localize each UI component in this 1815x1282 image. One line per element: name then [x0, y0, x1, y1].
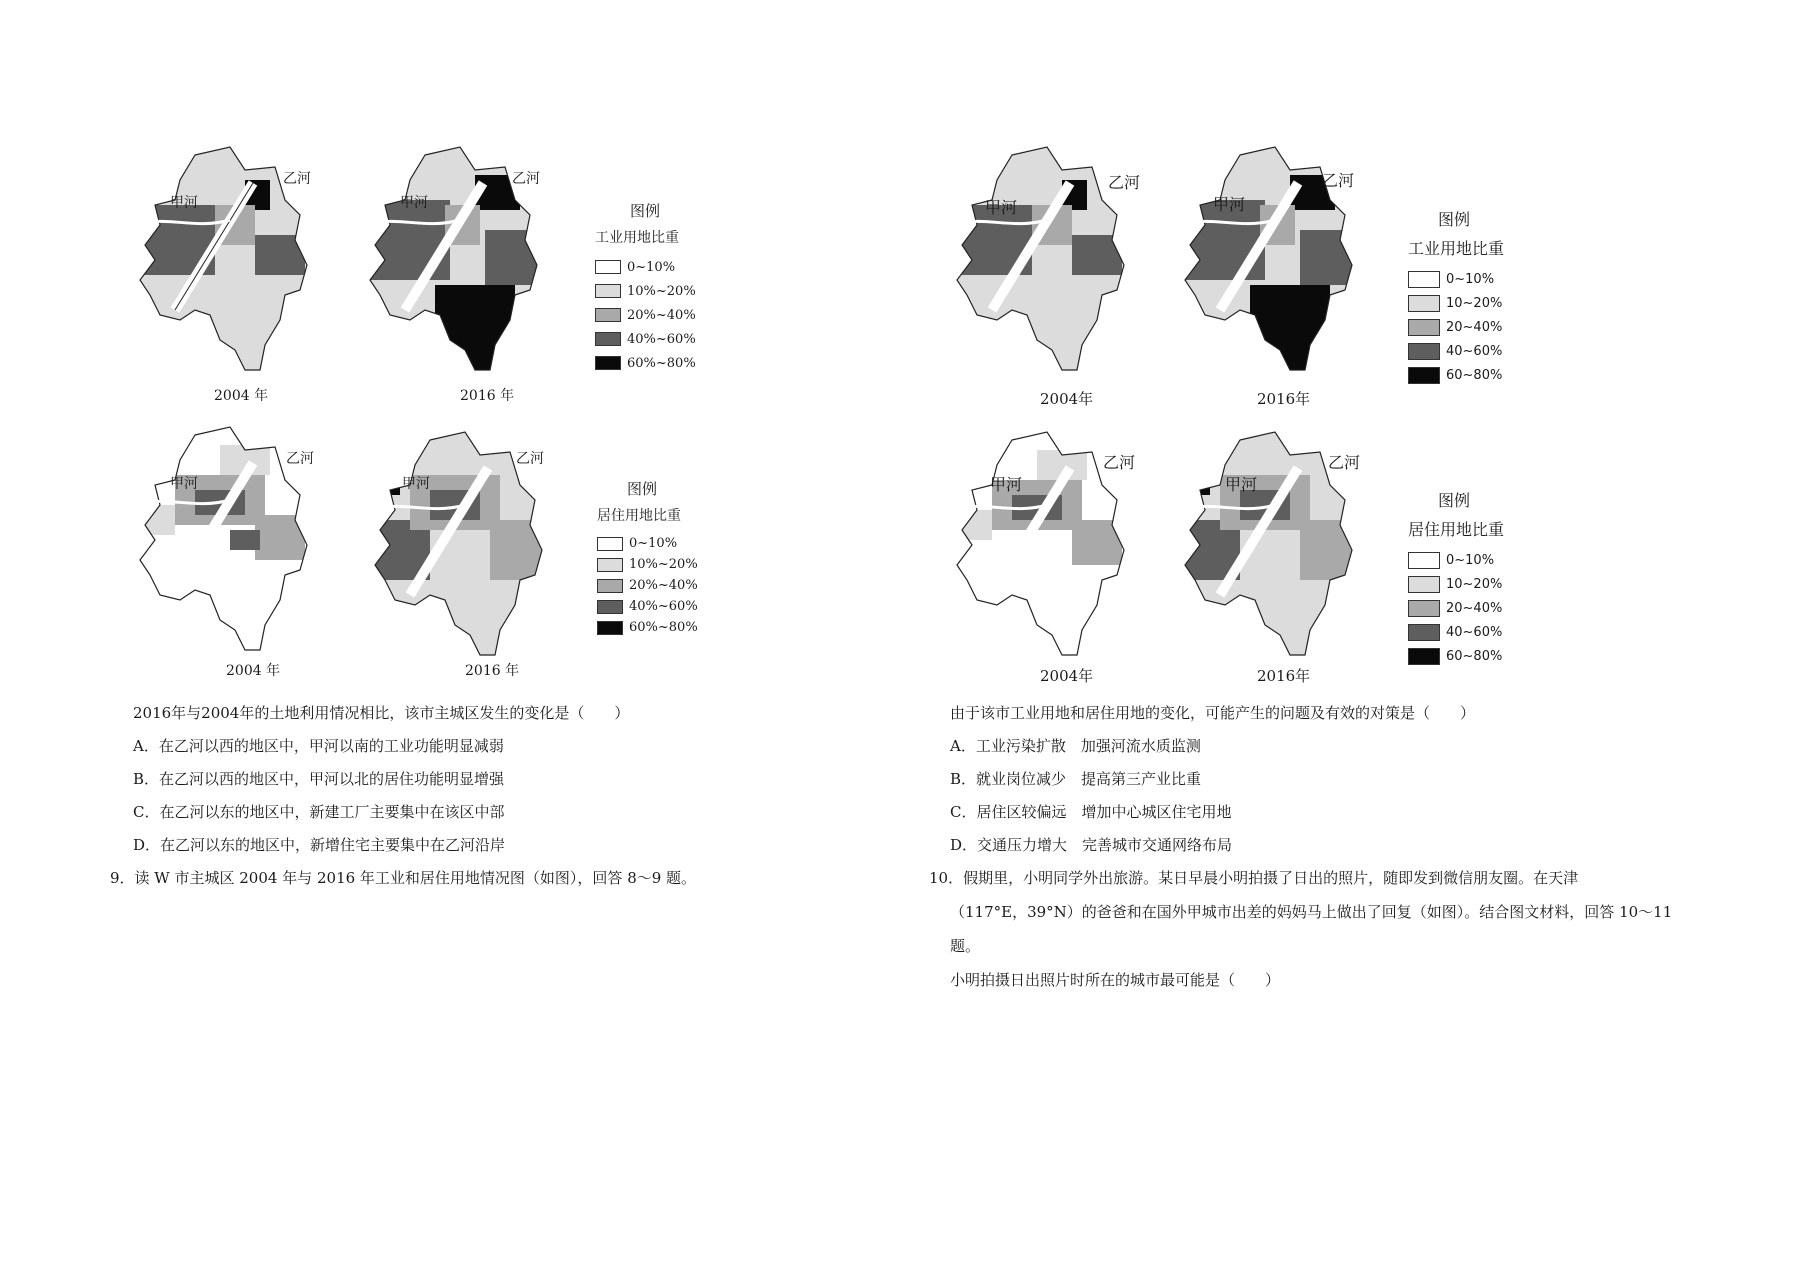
- legend-title: 图例: [1438, 210, 1471, 229]
- legend-item: 10~20%: [1408, 572, 1504, 596]
- option-c: C．居住区较偏远 增加中心城区住宅用地: [950, 803, 1232, 821]
- legend-item: 60%~80%: [595, 351, 696, 375]
- legend-item: 0~10%: [1408, 267, 1504, 291]
- question-10-sub: 小明拍摄日出照片时所在的城市最可能是（ ）: [950, 971, 1281, 989]
- river-label-jia: 甲河: [170, 195, 198, 211]
- legend-item: 20%~40%: [597, 575, 698, 596]
- river-label-yi: 乙河: [1103, 453, 1136, 472]
- question-stem: 由于该市工业用地和居住用地的变化，可能产生的问题及有效的对策是（ ）: [950, 704, 1476, 722]
- legend-item: 60%~80%: [597, 617, 698, 638]
- legend-residential-right: [1408, 488, 1504, 668]
- year-label: 2016年: [1257, 667, 1311, 685]
- legend-item: 0~10%: [1408, 548, 1504, 572]
- legend-industry-left: [595, 200, 696, 375]
- city-map: [952, 145, 1132, 380]
- river-label-yi: 乙河: [283, 171, 311, 187]
- legend-item: 40~60%: [1408, 620, 1504, 644]
- river-label-jia: 甲河: [402, 476, 430, 492]
- legend-item: 20~40%: [1408, 315, 1504, 339]
- question-10-line2: （117°E，39°N）的爸爸和在国外甲城市出差的妈妈马上做出了回复（如图）。结合图文材料，回答 10～11: [950, 903, 1673, 921]
- year-label: 2016年: [1257, 390, 1311, 408]
- legend-item: 60~80%: [1408, 363, 1504, 387]
- option-b: B．就业岗位减少 提高第三产业比重: [950, 770, 1202, 788]
- river-label-jia: 甲河: [990, 475, 1023, 494]
- river-label-yi: 乙河: [1328, 453, 1361, 472]
- option-a: A．在乙河以西的地区中，甲河以南的工业功能明显减弱: [133, 737, 504, 755]
- legend-title: 图例: [630, 202, 661, 220]
- legend-item: 40~60%: [1408, 339, 1504, 363]
- river-label-jia: 甲河: [985, 198, 1018, 217]
- legend-item: 20%~40%: [595, 303, 696, 327]
- legend-item: 40%~60%: [595, 327, 696, 351]
- question-stem: 2016年与2004年的土地利用情况相比，该市主城区发生的变化是（ ）: [133, 704, 630, 722]
- option-b: B．在乙河以西的地区中，甲河以北的居住功能明显增强: [133, 770, 505, 788]
- year-label: 2004 年: [214, 388, 269, 404]
- question-10-line3: 题。: [950, 937, 981, 955]
- legend-item: 10%~20%: [597, 554, 698, 575]
- river-label-yi: 乙河: [516, 451, 544, 467]
- map-industry-2004-right: [952, 145, 1132, 380]
- legend-subtitle: 居住用地比重: [1408, 520, 1505, 539]
- river-label-jia: 甲河: [400, 195, 428, 211]
- legend-item: 20~40%: [1408, 596, 1504, 620]
- year-label: 2016 年: [460, 388, 515, 404]
- river-label-yi: 乙河: [1108, 173, 1141, 192]
- river-label-jia: 甲河: [1225, 475, 1258, 494]
- question-9: 9．读 W 市主城区 2004 年与 2016 年工业和居住用地情况图（如图），回答 8～9 题。: [110, 869, 697, 887]
- option-a: A．工业污染扩散 加强河流水质监测: [950, 737, 1201, 755]
- legend-item: 60~80%: [1408, 644, 1504, 668]
- option-d: D．在乙河以东的地区中，新增住宅主要集中在乙河沿岸: [133, 836, 506, 854]
- year-label: 2004年: [1040, 667, 1094, 685]
- legend-item: 10%~20%: [595, 279, 696, 303]
- legend-item: 0~10%: [595, 255, 696, 279]
- legend-title: 图例: [627, 480, 658, 498]
- option-d: D．交通压力增大 完善城市交通网络布局: [950, 836, 1233, 854]
- year-label: 2004年: [1040, 390, 1094, 408]
- river-label-jia: 甲河: [170, 476, 198, 492]
- legend-residential-left: [597, 478, 698, 638]
- option-c: C．在乙河以东的地区中，新建工厂主要集中在该区中部: [133, 803, 505, 821]
- river-label-jia: 甲河: [1213, 195, 1246, 214]
- legend-industry-right: [1408, 207, 1504, 387]
- river-label-yi: 乙河: [286, 451, 314, 467]
- legend-item: 40%~60%: [597, 596, 698, 617]
- legend-subtitle: 居住用地比重: [597, 508, 681, 524]
- river-label-yi: 乙河: [1322, 171, 1355, 190]
- legend-item: 10~20%: [1408, 291, 1504, 315]
- year-label: 2004 年: [226, 663, 281, 679]
- question-10-line1: 10．假期里，小明同学外出旅游。某日早晨小明拍摄了日出的照片，随即发到微信朋友圈。在天津: [929, 869, 1579, 887]
- legend-subtitle: 工业用地比重: [595, 230, 679, 246]
- legend-item: 0~10%: [597, 533, 698, 554]
- legend-subtitle: 工业用地比重: [1408, 239, 1505, 258]
- legend-title: 图例: [1438, 491, 1471, 510]
- river-label-yi: 乙河: [512, 171, 540, 187]
- year-label: 2016 年: [465, 663, 520, 679]
